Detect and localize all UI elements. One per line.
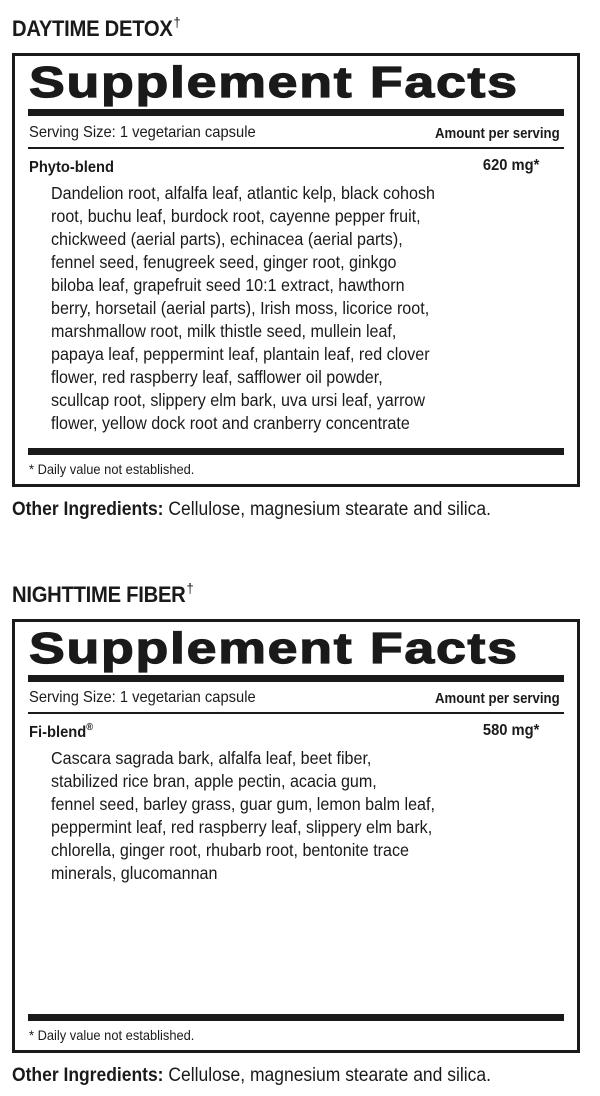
ingredient-line: Cascara sagrada bark, alfalfa leaf, beet fiber, [51,748,372,768]
supplement-facts-heading: Supplement Facts [29,58,519,107]
ingredient-list [51,182,468,435]
supplement-facts-panel-daytime [12,53,580,487]
thick-divider [28,448,564,455]
registered-mark: ® [86,722,94,733]
ingredient-line: scullcap root, slippery elm bark, uva ursi leaf, yarrow [51,390,426,410]
thick-divider [28,675,564,682]
ingredient-line: flower, yellow dock root and cranberry concentrate [51,413,410,433]
dagger-mark: † [186,580,194,596]
ingredient-line: biloba leaf, grapefruit seed 10:1 extract, hawthorn [51,275,405,295]
product-title-text: DAYTIME DETOX [12,16,173,41]
ingredient-line: marshmallow root, milk thistle seed, mullein leaf, [51,321,397,341]
daily-value-footnote: * Daily value not established. [29,461,195,477]
ingredient-line: minerals, glucomannan [51,863,218,883]
ingredient-line: peppermint leaf, red raspberry leaf, slippery elm bark, [51,817,433,837]
ingredient-line: stabilized rice bran, apple pectin, acacia gum, [51,771,377,791]
blend-name-text: Fi-blend [29,724,87,741]
blend-name [29,157,114,177]
ingredient-line: root, buchu leaf, burdock root, cayenne pepper fruit, [51,206,421,226]
daily-value-footnote: * Daily value not established. [29,1027,195,1043]
ingredient-line: papaya leaf, peppermint leaf, plantain leaf, red clover [51,344,430,364]
serving-size: Serving Size: 1 vegetarian capsule [29,689,256,706]
thin-divider [28,147,564,149]
supplement-facts-heading: Supplement Facts [29,624,519,673]
thick-divider [28,1014,564,1021]
amount-per-serving-header: Amount per serving [435,125,560,142]
ingredient-line: flower, red raspberry leaf, safflower oil powder, [51,367,383,387]
thin-divider [28,712,564,714]
ingredient-list [51,747,468,885]
blend-amount: 580 mg* [482,722,539,739]
ingredient-line: Dandelion root, alfalfa leaf, atlantic kelp, black cohosh [51,183,435,203]
other-ingredients-daytime [12,499,491,521]
ingredient-line: chickweed (aerial parts), echinacea (aerial parts), [51,229,403,249]
other-ingredients-label: Other Ingredients: [12,1065,164,1086]
blend-name-text: Phyto-blend [29,159,115,176]
serving-size: Serving Size: 1 vegetarian capsule [29,124,256,141]
product-title-text: NIGHTTIME FIBER [12,582,186,607]
ingredient-line: fennel seed, barley grass, guar gum, lemon balm leaf, [51,794,435,814]
dagger-mark: † [173,14,181,30]
product-title-nighttime-fiber [12,580,193,608]
other-ingredients-nighttime [12,1065,491,1087]
ingredient-line: chlorella, ginger root, rhubarb root, bentonite trace [51,840,409,860]
thick-divider [28,109,564,116]
blend-name [29,722,93,742]
other-ingredients-text: Cellulose, magnesium stearate and silica. [163,499,491,520]
other-ingredients-label: Other Ingredients: [12,499,164,520]
product-title-daytime-detox [12,14,180,42]
ingredient-line: berry, horsetail (aerial parts), Irish moss, licorice root, [51,298,430,318]
ingredient-line: fennel seed, fenugreek seed, ginger root, ginkgo [51,252,397,272]
amount-per-serving-header: Amount per serving [435,690,560,707]
other-ingredients-text: Cellulose, magnesium stearate and silica. [163,1065,491,1086]
supplement-facts-panel-nighttime [12,619,580,1053]
blend-amount: 620 mg* [482,157,539,174]
